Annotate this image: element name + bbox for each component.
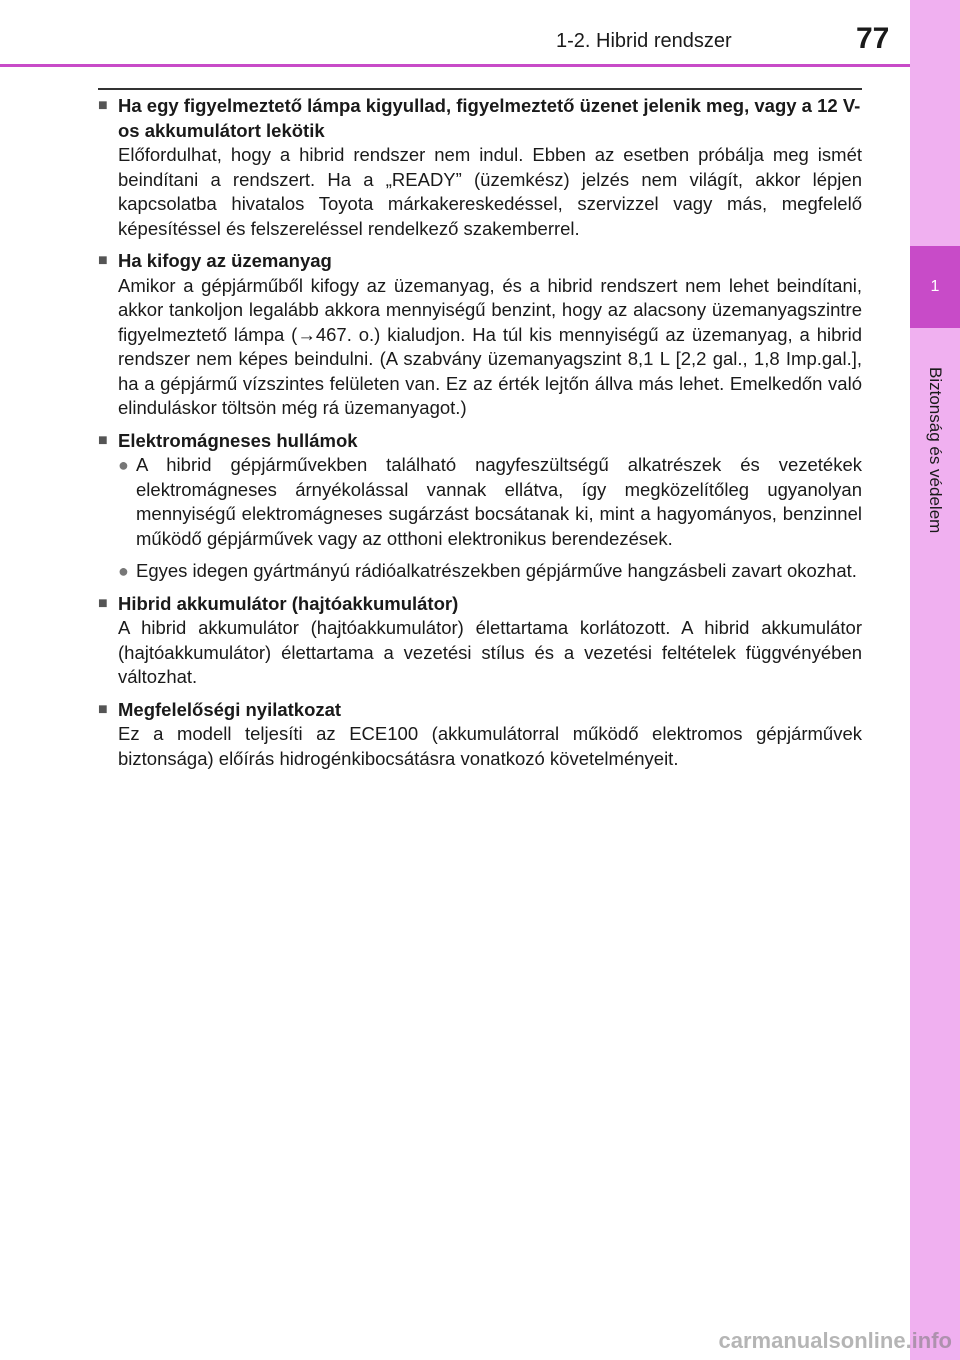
section-title: 1-2. Hibrid rendszer <box>556 30 732 52</box>
circle-bullet-icon: ● <box>118 455 129 475</box>
section-warning-light <box>98 94 862 241</box>
heading-text: Megfelelőségi nyilatkozat <box>118 698 342 720</box>
section-paragraph: Előfordulhat, hogy a hibrid rendszer nem indul. Ebben az esetben próbálja meg ismét beindítani a rendszert. Ha a „READY” (üzemkész) jelzés nem világít, akkor lépjen kapcsolatba hivatalos Toyota márkakereskedéssel, szervizzel vagy más, megfelelő képesítéssel és felszereléssel rendelkező szakemberrel. <box>118 144 862 239</box>
heading-text: Elektromágneses hullámok <box>118 429 358 451</box>
chapter-title-tab[interactable] <box>910 340 960 560</box>
heading-text: Ha kifogy az üzemanyag <box>118 250 332 271</box>
section-em-waves <box>98 429 862 584</box>
header-rule <box>0 64 910 67</box>
section-hybrid-battery <box>98 592 862 690</box>
section-paragraph: A hibrid akkumulátor (hajtóakkumulátor) élettartama korlátozott. A hibrid akkumulátor (hajtóakkumulátor) élettartama a vezetési stílus és a vezetési feltételek függvényében változhat. <box>118 617 862 687</box>
chapter-side-tab <box>910 0 960 1360</box>
square-bullet-icon: ■ <box>98 97 108 114</box>
section-heading <box>98 698 862 723</box>
watermark: carmanualsonline.info <box>718 1328 952 1353</box>
chapter-number: 1 <box>930 278 940 295</box>
list-item-text: A hibrid gépjárművekben található nagyfeszültségű alkatrészek és vezetékek elektromágneses árnyékolással vannak ellátva, így megközelítőleg ugyanolyan mennyiségű elektromágneses sugárzást bocsátanak ki, mint a hagyományos, benzinnel működő gépjárművek vagy az otthoni elektronikus berendezések. <box>136 454 862 549</box>
section-heading <box>98 94 862 143</box>
chapter-title: Biztonság és védelem <box>926 366 945 534</box>
page-number: 77 <box>856 22 890 55</box>
heading-text: Ha egy figyelmeztető lámpa kigyullad, figyelmeztető üzenet jelenik meg, vagy a 12 V-os akkumulátort lekötik <box>118 95 861 141</box>
section-paragraph: Amikor a gépjárműből kifogy az üzemanyag, és a hibrid rendszert nem lehet beindítani, akkor tankoljon legalább akkora mennyiségű benzint, hogy az alacsony üzemanyagszintre figyelmeztető lámpa (→467. o.) kialudjon. Ha túl kis mennyiségű az üzemanyag, a hibrid rendszer nem képes beindulni. (A szabvány üzemanyagszint 8,1 L [2,2 gal., 1,8 Imp.gal.], ha a gépjármű vízszintes felületen van. Ez az érték lejtőn állva más lehet. Emelkedőn való elinduláskor töltsön még rá üzemanyagot.) <box>118 274 862 418</box>
square-bullet-icon: ■ <box>98 594 108 612</box>
page-content <box>98 94 862 779</box>
square-bullet-icon: ■ <box>98 431 108 449</box>
content-top-rule <box>98 88 862 90</box>
list-item <box>98 453 862 551</box>
list-item-text: Egyes idegen gyártmányú rádióalkatrészekben gépjárműve hangzásbeli zavart okozhat. <box>136 560 857 581</box>
heading-text: Hibrid akkumulátor (hajtóakkumulátor) <box>118 592 459 614</box>
section-heading <box>98 249 862 274</box>
chapter-number-badge[interactable] <box>910 246 960 328</box>
square-bullet-icon: ■ <box>98 700 108 718</box>
section-heading <box>98 592 862 617</box>
list-item <box>98 559 862 584</box>
section-heading <box>98 429 862 454</box>
square-bullet-icon: ■ <box>98 252 108 269</box>
section-fuel <box>98 249 862 421</box>
section-paragraph: Ez a modell teljesíti az ECE100 (akkumulátorral működő elektromos gépjárművek biztonsága) előírás hidrogénkibocsátásra vonatkozó követelményeit. <box>118 723 862 769</box>
section-conformity <box>98 698 862 772</box>
circle-bullet-icon: ● <box>118 561 129 581</box>
